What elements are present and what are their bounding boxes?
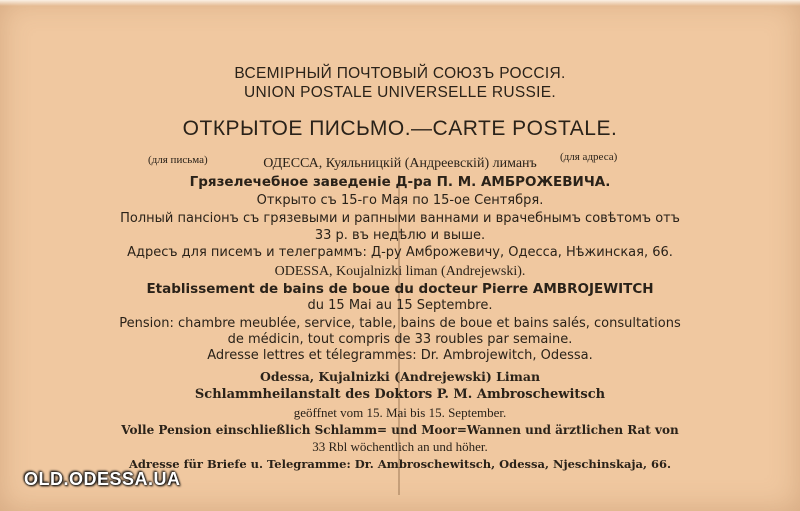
label-for-address: (для адреса) [560,151,618,163]
de-establishment-name: Schlammheilanstalt des Doktors P. M. Ambroschewitsch [194,387,606,402]
de-pension-line2: 33 Rbl wöchentlich an und höher. [312,439,488,454]
fr-pension-line2: de médicin, tout compris de 33 roubles par semaine. [227,332,573,347]
card-top-edge [0,0,800,6]
fr-pension-line1: Pension: chambre meublée, service, table, bains de boue et bains salés, consultations [119,316,681,331]
header-french: UNION POSTALE UNIVERSELLE RUSSIE. [244,84,556,101]
fr-establishment-name: Etablissement de bains de boue du docteur Pierre AMBROJEWITCH [146,281,654,297]
fr-location: ODESSA, Koujalnizki liman (Andrejewski). [274,264,526,279]
de-dates: geöffnet vom 15. Mai bis 15. September. [293,405,507,420]
fr-address: Adresse lettres et télegrammes: Dr. Ambrojewitch, Odessa. [207,348,593,363]
ru-address: Адресъ для писемъ и телеграммъ: Д-ру Амброжевичу, Одесса, Нѣжинская, 66. [127,245,673,260]
de-address: Adresse für Briefe u. Telegramme: Dr. Ambroschewitsch, Odessa, Njeschinskaja, 66. [128,457,672,471]
ru-location: ОДЕССА, Куяльницкiй (Андреевскiй) лиманъ [263,156,537,171]
header-russian: ВСЕМIРНЫЙ ПОЧТОВЫЙ СОЮЗЪ РОССIЯ. [234,65,566,82]
label-for-letter: (для письма) [148,154,208,166]
ru-establishment-name: Грязелечебное заведенiе Д-ра П. М. АМБРОЖЕВИЧА. [189,174,611,190]
ru-price: 33 р. въ недѣлю и выше. [314,228,486,243]
de-pension-line1: Volle Pension einschließlich Schlamm= und Moor=Wannen und ärztlichen Rat von [121,423,679,437]
site-watermark: OLD.ODESSA.UA [24,469,181,489]
ru-pension: Полный пансiонъ съ грязевыми и рапными ваннами и врачебнымъ совѣтомъ отъ [120,211,680,226]
card-title: ОТКРЫТОЕ ПИСЬМО.—CARTE POSTALE. [182,117,618,140]
ru-dates: Открыто съ 15-го Мая по 15-ое Сентября. [256,193,544,208]
de-location: Odessa, Kujalnizki (Andrejewski) Liman [259,369,541,384]
fr-dates: du 15 Mai au 15 Septembre. [307,298,493,313]
